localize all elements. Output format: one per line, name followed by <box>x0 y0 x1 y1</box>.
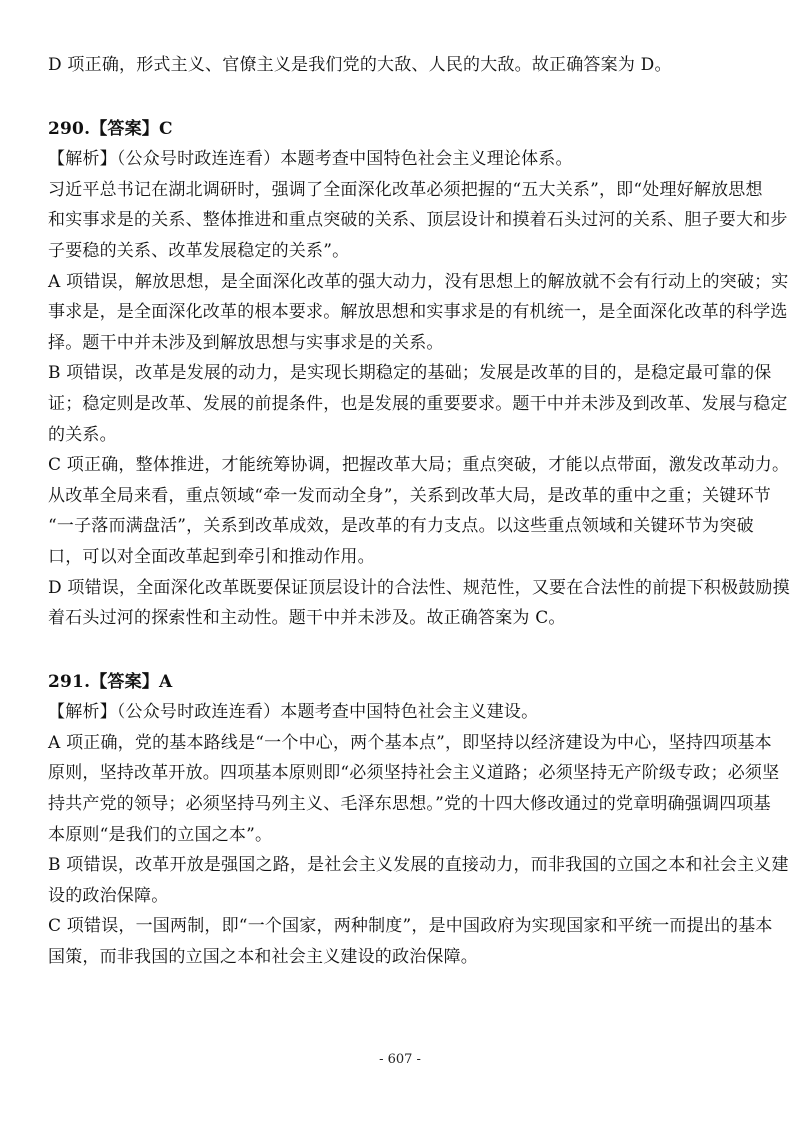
answer-header-290: 290.【答案】C <box>48 118 173 139</box>
answer-header-291: 291.【答案】A <box>48 671 173 692</box>
text-line: 从改革全局来看，重点领域“牵一发而动全身”，关系到改革大局，是改革的重中之重；关键环节 <box>48 485 771 506</box>
text-line: 设的政治保障。 <box>48 885 169 906</box>
text-line: 择。题干中并未涉及到解放思想与实事求是的关系。 <box>48 332 444 353</box>
text-line: D 项正确，形式主义、官僚主义是我们党的大敌、人民的大敌。故正确答案为 D。 <box>48 55 672 75</box>
text-line: C 项正确，整体推进，才能统筹协调，把握改革大局；重点突破，才能以点带面，激发改革动力。 <box>48 455 790 476</box>
text-line: 着石头过河的探索性和主动性。题干中并未涉及。故正确答案为 C。 <box>48 608 566 629</box>
spacer <box>48 81 754 114</box>
text-line: 的关系。 <box>48 424 117 445</box>
text-line: 子要稳的关系、改革发展稳定的关系”。 <box>48 240 350 261</box>
text-line: 和实事求是的关系、整体推进和重点突破的关系、顶层设计和摸着石头过河的关系、胆子要大和步 <box>48 210 788 231</box>
text-line: 习近平总书记在湖北调研时，强调了全面深化改革必须把握的“五大关系”，即“处理好解放思想 <box>48 179 763 200</box>
text-line: B 项错误，改革是发展的动力，是实现长期稳定的基础；发展是改革的目的，是稳定最可靠的保 <box>48 363 772 384</box>
text-line: 口，可以对全面改革起到牵引和推动作用。 <box>48 546 375 567</box>
document-body <box>48 50 790 973</box>
text-line: B 项错误，改革开放是强国之路，是社会主义发展的直接动力，而非我国的立国之本和社会主义建 <box>48 855 789 876</box>
text-line: D 项错误，全面深化改革既要保证顶层设计的合法性、规范性，又要在合法性的前提下积极鼓励摸 <box>48 577 790 598</box>
text-line: 持共产党的领导；必须坚持马列主义、毛泽东思想。”党的十四大修改通过的党章明确强调四项基 <box>48 794 771 815</box>
spacer <box>48 634 754 667</box>
text-line: 证；稳定则是改革、发展的前提条件，也是发展的重要要求。题干中并未涉及到改革、发展与稳定 <box>48 393 788 414</box>
page-number: - 607 - <box>379 1052 421 1067</box>
text-line: C 项错误，一国两制，即“一个国家，两种制度”，是中国政府为实现国家和平统一而提出的基本 <box>48 916 773 937</box>
text-line: 【解析】（公众号时政连连看）本题考查中国特色社会主义建设。 <box>48 702 539 723</box>
text-line: 国策，而非我国的立国之本和社会主义建设的政治保障。 <box>48 947 478 968</box>
text-line: A 项正确，党的基本路线是“一个中心，两个基本点”，即坚持以经济建设为中心，坚持四项基本 <box>48 732 772 753</box>
text-line: 事求是，是全面深化改革的根本要求。解放思想和实事求是的有机统一，是全面深化改革的科学选 <box>48 302 788 323</box>
text-line: 【解析】（公众号时政连连看）本题考查中国特色社会主义理论体系。 <box>48 149 573 170</box>
text-line: A 项错误，解放思想，是全面深化改革的强大动力，没有思想上的解放就不会有行动上的突破；实 <box>48 271 789 292</box>
text-line: 本原则“是我们的立国之本”。 <box>48 824 273 845</box>
text-line: “一子落而满盘活”，关系到改革成效，是改革的有力支点。以这些重点领域和关键环节为突破 <box>48 516 754 537</box>
text-line: 原则，坚持改革开放。四项基本原则即“必须坚持社会主义道路；必须坚持无产阶级专政；必须坚 <box>48 763 780 784</box>
